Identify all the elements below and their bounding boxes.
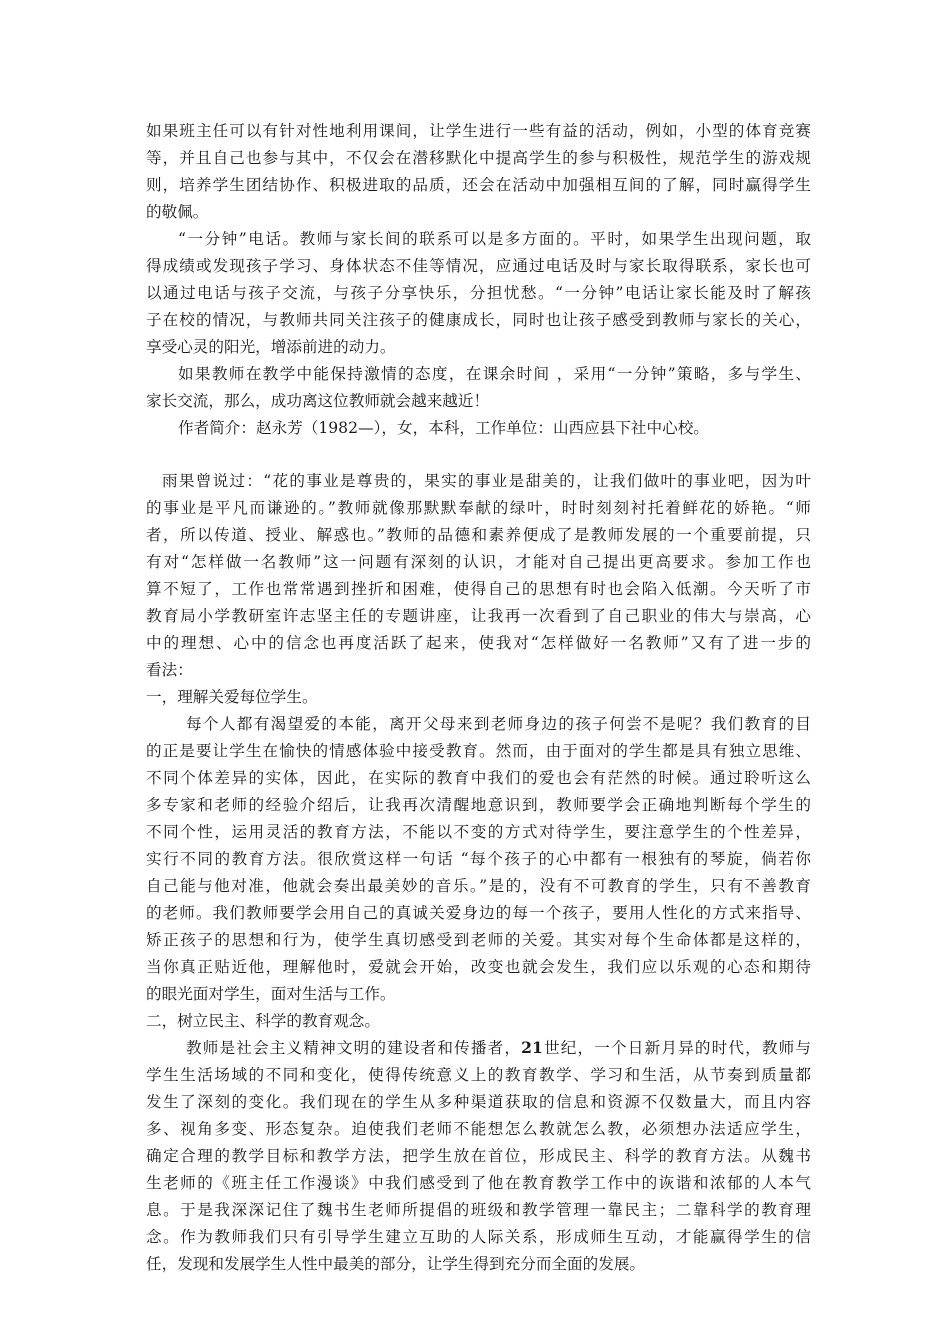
century-number: 21 bbox=[521, 1038, 543, 1057]
text-line bbox=[186, 1035, 811, 1061]
text-line: 任，发现和发展学生人性中最美的部分，让学生得到充分而全面的发展。 bbox=[146, 1255, 646, 1273]
text-line: 则，培养学生团结协作、积极进取的品质，还会在活动中加强相互间的了解，同时赢得学生 bbox=[146, 176, 811, 194]
text-line: 多、视角多变、形态复杂。迫使我们老师不能想怎么教就怎么教，必须想办法适应学生， bbox=[146, 1120, 811, 1138]
text-line: 教育局小学教研室许志坚主任的专题讲座，让我再一次看到了自己职业的伟大与崇高，心 bbox=[146, 607, 811, 625]
text-line: 息。于是我深深记住了魏书生老师所提倡的班级和教学管理一靠民主；二靠科学的教育理 bbox=[146, 1201, 811, 1219]
document-page bbox=[146, 118, 811, 1318]
text-line: 的正是要让学生在愉快的情感体验中接受教育。然而，由于面对的学生都是具有独立思维、 bbox=[146, 742, 811, 760]
text-line: 多专家和老师的经验介绍后，让我再次清醒地意识到，教师要学会正确地判断每个学生的 bbox=[146, 796, 811, 814]
text-line: 实行不同的教育方法。很欣赏这样一句话 “每个孩子的心中都有一根独有的琴旋，倘若你 bbox=[146, 850, 811, 868]
text-line: 不同个性，运用灵活的教育方法，不能以不变的方式对待学生，要注意学生的个性差异， bbox=[146, 823, 811, 841]
text-line: 学生生活场域的不同和变化，使得传统意义上的教育教学、学习和生活，从节奏到质量都 bbox=[146, 1066, 811, 1084]
text-line: 确定合理的教学目标和教学方法，把学生放在首位，形成民主、科学的教育方法。从魏书 bbox=[146, 1147, 811, 1165]
text-line: 以通过电话与孩子交流，与孩子分享快乐，分担忧愁。“一分钟”电话让家长能及时了解孩 bbox=[146, 284, 811, 302]
text-line: 算不短了，工作也常常遇到挫折和困难，使得自己的思想有时也会陷入低潮。今天听了市 bbox=[146, 580, 811, 598]
text-line: 子在校的情况，与教师共同关注孩子的健康成长，同时也让孩子感受到教师与家长的关心， bbox=[146, 311, 811, 329]
text-line: 生老师的《班主任工作漫谈》中我们感受到了他在教育教学工作中的诙谐和浓郁的人本气 bbox=[146, 1174, 811, 1192]
text-line: 者，所以传道、授业、解惑也。”教师的品德和素养便成了是教师发展的一个重要前提，只 bbox=[146, 526, 811, 544]
text-line: 享受心灵的阳光，增添前进的动力。 bbox=[146, 338, 396, 356]
text-line: 等，并且自己也参与其中，不仅会在潜移默化中提高学生的参与积极性，规范学生的游戏规 bbox=[146, 149, 811, 167]
text-line: 的眼光面对学生，面对生活与工作。 bbox=[146, 985, 396, 1003]
text-line: 家长交流，那么，成功离这位教师就会越来越近！ bbox=[146, 392, 490, 410]
text-line: 如果教师在教学中能保持激情的态度，在课余时间 ，采用“一分钟”策略，多与学生、 bbox=[178, 365, 811, 383]
text-line: 有对“怎样做一名教师”这一问题有深刻的认识，才能对自己提出更高要求。参加工作也 bbox=[146, 553, 811, 571]
text-line: 念。作为教师我们只有引导学生建立互助的人际关系，形成师生互动，才能赢得学生的信 bbox=[146, 1228, 811, 1246]
text-line: 每个人都有渴望爱的本能，离开父母来到老师身边的孩子何尝不是呢？我们教育的目 bbox=[186, 715, 811, 733]
text-line: 中的理想、心中的信念也再度活跃了起来，使我对“怎样做好一名教师”又有了进一步的 bbox=[146, 634, 811, 652]
text-segment: 世纪，一个日新月异的时代，教师与 bbox=[542, 1039, 811, 1057]
text-segment: 教师是社会主义精神文明的建设者和传播者， bbox=[186, 1039, 522, 1057]
text-line: 矫正孩子的思想和行为，使学生真切感受到老师的关爱。其实对每个生命体都是这样的， bbox=[146, 931, 811, 949]
text-line: 的敬佩。 bbox=[146, 203, 209, 221]
text-line: 发生了深刻的变化。我们现在的学生从多种渠道获取的信息和资源不仅数量大，而且内容 bbox=[146, 1093, 811, 1111]
text-line: 不同个体差异的实体，因此，在实际的教育中我们的爱也会有茫然的时候。通过聆听这么 bbox=[146, 769, 811, 787]
text-line: 得成绩或发现孩子学习、身体状态不佳等情况，应通过电话及时与家长取得联系，家长也可 bbox=[146, 257, 811, 275]
text-line: “一分钟”电话。教师与家长间的联系可以是多方面的。平时，如果学生出现问题，取 bbox=[178, 230, 811, 248]
text-line: 当你真正贴近他，理解他时，爱就会开始，改变也就会发生，我们应以乐观的心态和期待 bbox=[146, 958, 811, 976]
section-heading: 二，树立民主、科学的教育观念。 bbox=[146, 1012, 380, 1030]
text-line: 雨果曾说过：“花的事业是尊贵的，果实的事业是甜美的，让我们做叶的事业吧，因为叶 bbox=[162, 472, 811, 490]
text-line: 如果班主任可以有针对性地利用课间，让学生进行一些有益的活动，例如，小型的体育竞赛 bbox=[146, 122, 811, 140]
text-line: 自己能与他对准，他就会奏出最美妙的音乐。”是的，没有不可教育的学生，只有不善教育 bbox=[146, 877, 811, 895]
author-bio: 作者简介：赵永芳（1982—），女，本科，工作单位：山西应县下社中心校。 bbox=[178, 419, 709, 437]
text-line: 看法： bbox=[146, 661, 193, 679]
text-line: 的老师。我们教师要学会用自己的真诚关爱身边的每一个孩子，要用人性化的方式来指导、 bbox=[146, 904, 811, 922]
section-heading: 一，理解关爱每位学生。 bbox=[146, 688, 318, 706]
text-line: 的事业是平凡而谦逊的。”教师就像那默默奉献的绿叶，时时刻刻衬托着鲜花的娇艳。“师 bbox=[146, 499, 811, 517]
